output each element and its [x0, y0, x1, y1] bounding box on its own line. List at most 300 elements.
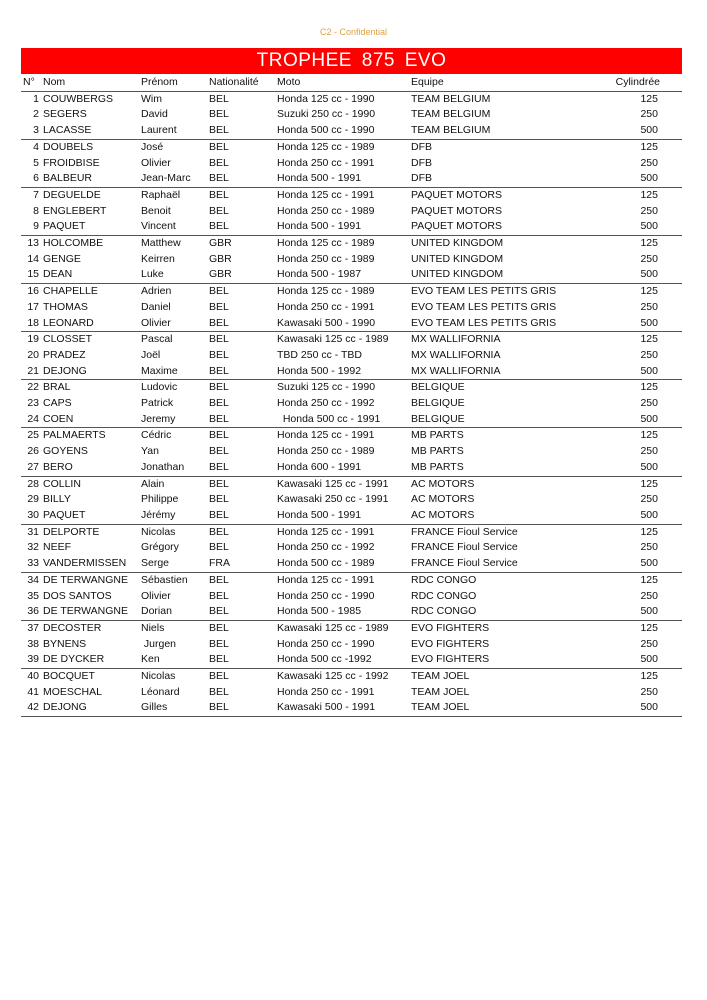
- cell-nom: PRADEZ: [43, 348, 86, 361]
- cell-equipe: BELGIQUE: [411, 381, 465, 394]
- cell-equipe: AC MOTORS: [411, 477, 475, 490]
- cell-prenom: Jean-Marc: [141, 171, 209, 187]
- table-row: [21, 669, 682, 685]
- cell-num: 13: [27, 237, 39, 250]
- cell-num: 29: [27, 493, 39, 506]
- cell-equipe: MB PARTS: [411, 445, 464, 458]
- table-row: [21, 123, 682, 139]
- cell-prenom: Alain: [141, 477, 165, 490]
- cell-num: 8: [33, 204, 39, 217]
- cell-num: 3: [21, 123, 43, 139]
- cell-cylindree: 125: [640, 573, 658, 586]
- cell-num: 14: [27, 252, 39, 265]
- cell-moto: Honda 125 cc - 1989: [277, 140, 375, 153]
- cell-nationalite: BEL: [209, 685, 229, 698]
- cell-nom: DECOSTER: [43, 621, 102, 634]
- cell-nationalite: BEL: [209, 140, 229, 153]
- cell-nom: BOCQUET: [43, 670, 95, 683]
- cell-moto: Honda 125 cc - 1990: [277, 92, 375, 105]
- cell-moto: Honda 250 cc - 1992: [277, 541, 375, 554]
- table-row: [21, 187, 682, 203]
- table-row: [21, 396, 682, 412]
- cell-prenom: Nicolas: [141, 525, 176, 538]
- cell-nationalite: BEL: [209, 460, 277, 476]
- confidential-label: C2 - Confidential: [319, 27, 388, 37]
- cell-cylindree: 125: [640, 525, 658, 538]
- cell-moto: Kawasaki 500 - 1991: [277, 700, 411, 716]
- cell-moto: Kawasaki 125 cc - 1989: [277, 621, 389, 634]
- table-row: [21, 236, 682, 252]
- cell-num: 42: [21, 700, 43, 716]
- cell-moto: Suzuki 125 cc - 1990: [277, 381, 376, 394]
- cell-num: 40: [27, 670, 39, 683]
- cell-prenom: Joël: [141, 348, 161, 361]
- cell-num: 21: [21, 364, 43, 380]
- cell-prenom: Luke: [141, 267, 209, 283]
- cell-cylindree: 500: [601, 412, 682, 428]
- cell-nationalite: BEL: [209, 525, 229, 538]
- header-cylindree: Cylindrée: [601, 75, 682, 91]
- table-row: [21, 204, 682, 220]
- cell-num: 32: [27, 541, 39, 554]
- cell-cylindree: 125: [640, 333, 658, 346]
- cell-equipe: TEAM JOEL: [411, 670, 470, 683]
- cell-equipe: MX WALLIFORNIA: [411, 348, 501, 361]
- cell-num: 38: [27, 637, 39, 650]
- cell-nationalite: BEL: [209, 700, 277, 716]
- cell-nom: NEEF: [43, 541, 72, 554]
- cell-prenom: Olivier: [141, 589, 171, 602]
- cell-nationalite: BEL: [209, 333, 229, 346]
- cell-cylindree: 500: [601, 364, 682, 380]
- header-equipe: Equipe: [411, 75, 601, 91]
- cell-nationalite: BEL: [209, 637, 229, 650]
- cell-nationalite: BEL: [209, 316, 277, 332]
- cell-num: 15: [21, 267, 43, 283]
- cell-prenom: Jonathan: [141, 460, 209, 476]
- cell-cylindree: 125: [640, 237, 658, 250]
- cell-nom: GENGE: [43, 252, 81, 265]
- table-row: [21, 284, 682, 300]
- cell-nom: LEONARD: [43, 316, 141, 332]
- table-row: [21, 156, 682, 172]
- cell-nom: CHAPELLE: [43, 285, 98, 298]
- cell-nationalite: BEL: [209, 589, 229, 602]
- cell-nationalite: BEL: [209, 493, 229, 506]
- cell-cylindree: 125: [640, 621, 658, 634]
- cell-moto: Honda 250 cc - 1989: [277, 445, 375, 458]
- cell-cylindree: 250: [640, 685, 658, 698]
- cell-equipe: EVO TEAM LES PETITS GRIS: [411, 285, 557, 298]
- cell-nationalite: BEL: [209, 652, 277, 668]
- cell-nom: HOLCOMBE: [43, 237, 104, 250]
- cell-nationalite: GBR: [209, 267, 277, 283]
- header-moto: Moto: [277, 75, 411, 91]
- cell-cylindree: 500: [601, 556, 682, 572]
- header-num: N°: [21, 75, 43, 91]
- cell-nom: VANDERMISSEN: [43, 556, 141, 572]
- cell-num: 34: [27, 573, 39, 586]
- cell-equipe: DFB: [411, 171, 601, 187]
- cell-nom: BERO: [43, 460, 141, 476]
- cell-nom: COLLIN: [43, 477, 81, 490]
- cell-num: 5: [33, 156, 39, 169]
- cell-moto: Honda 250 cc - 1990: [277, 589, 375, 602]
- cell-cylindree: 500: [601, 219, 682, 235]
- table-row: [21, 348, 682, 364]
- cell-num: 27: [21, 460, 43, 476]
- cell-prenom: Nicolas: [141, 670, 176, 683]
- cell-moto: Honda 500 - 1991: [277, 219, 411, 235]
- cell-equipe: PAQUET MOTORS: [411, 219, 601, 235]
- cell-moto: Kawasaki 125 cc - 1991: [277, 477, 389, 490]
- cell-cylindree: 125: [640, 429, 658, 442]
- cell-nom: DE DYCKER: [43, 652, 141, 668]
- cell-num: 22: [27, 381, 39, 394]
- cell-nationalite: BEL: [209, 381, 229, 394]
- cell-cylindree: 125: [640, 140, 658, 153]
- cell-nom: DELPORTE: [43, 525, 100, 538]
- cell-moto: Honda 125 cc - 1991: [277, 525, 375, 538]
- cell-cylindree: 500: [601, 700, 682, 716]
- cell-nom: COEN: [43, 412, 141, 428]
- table-row: [21, 91, 682, 107]
- cell-nationalite: BEL: [209, 429, 229, 442]
- cell-num: 23: [27, 397, 39, 410]
- table-row: [21, 332, 682, 348]
- cell-equipe: TEAM BELGIUM: [411, 123, 601, 139]
- cell-prenom: Gilles: [141, 700, 209, 716]
- cell-nationalite: BEL: [209, 604, 277, 620]
- cell-equipe: EVO FIGHTERS: [411, 637, 490, 650]
- cell-nationalite: FRA: [209, 556, 277, 572]
- header-prenom: Prénom: [141, 75, 209, 91]
- cell-cylindree: 500: [601, 267, 682, 283]
- cell-nationalite: BEL: [209, 348, 229, 361]
- cell-equipe: PAQUET MOTORS: [411, 204, 503, 217]
- cell-equipe: DFB: [411, 156, 432, 169]
- cell-nationalite: BEL: [209, 508, 277, 524]
- cell-prenom: Olivier: [141, 156, 171, 169]
- cell-num: 7: [33, 188, 39, 201]
- cell-nom: BRAL: [43, 381, 71, 394]
- cell-equipe: EVO FIGHTERS: [411, 652, 601, 668]
- cell-moto: TBD 250 cc - TBD: [277, 348, 362, 361]
- table-row: [21, 252, 682, 268]
- cell-moto: Honda 250 cc - 1989: [277, 204, 375, 217]
- cell-nationalite: BEL: [209, 670, 229, 683]
- cell-num: 35: [27, 589, 39, 602]
- cell-num: 24: [21, 412, 43, 428]
- cell-nom: PAQUET: [43, 219, 141, 235]
- cell-num: 9: [21, 219, 43, 235]
- cell-num: 33: [21, 556, 43, 572]
- table-row: [21, 364, 682, 380]
- cell-cylindree: 500: [601, 316, 682, 332]
- cell-equipe: UNITED KINGDOM: [411, 252, 504, 265]
- cell-equipe: RDC CONGO: [411, 573, 477, 586]
- cell-num: 18: [21, 316, 43, 332]
- cell-num: 20: [27, 348, 39, 361]
- table-row: [21, 508, 682, 524]
- cell-equipe: BELGIQUE: [411, 397, 465, 410]
- cell-equipe: TEAM BELGIUM: [411, 108, 491, 121]
- cell-nom: DOUBELS: [43, 140, 94, 153]
- cell-equipe: UNITED KINGDOM: [411, 267, 601, 283]
- table-row: [21, 300, 682, 316]
- cell-cylindree: 500: [601, 460, 682, 476]
- cell-prenom: Léonard: [141, 685, 180, 698]
- cell-nationalite: BEL: [209, 412, 277, 428]
- cell-cylindree: 125: [640, 188, 658, 201]
- cell-moto: Honda 500 cc -1992: [277, 652, 411, 668]
- table-row: [21, 604, 682, 620]
- cell-equipe: PAQUET MOTORS: [411, 188, 503, 201]
- cell-moto: Honda 125 cc - 1989: [277, 285, 375, 298]
- cell-equipe: MX WALLIFORNIA: [411, 364, 601, 380]
- cell-num: 39: [21, 652, 43, 668]
- cell-nationalite: BEL: [209, 123, 277, 139]
- table-row: [21, 171, 682, 187]
- table-row: [21, 620, 682, 636]
- cell-num: 37: [27, 621, 39, 634]
- cell-nom: DOS SANTOS: [43, 589, 112, 602]
- cell-nom: PALMAERTS: [43, 429, 106, 442]
- cell-nom: PAQUET: [43, 508, 141, 524]
- cell-prenom: Jérémy: [141, 508, 209, 524]
- cell-prenom: Raphaël: [141, 188, 181, 201]
- cell-nom: BILLY: [43, 493, 71, 506]
- cell-nationalite: BEL: [209, 156, 229, 169]
- table-row: [21, 589, 682, 605]
- cell-prenom: Dorian: [141, 604, 209, 620]
- cell-prenom: Serge: [141, 556, 209, 572]
- cell-num: 26: [27, 445, 39, 458]
- cell-nom: SEGERS: [43, 108, 87, 121]
- cell-moto: Honda 125 cc - 1991: [277, 188, 375, 201]
- cell-nationalite: BEL: [209, 364, 277, 380]
- cell-nationalite: BEL: [209, 92, 229, 105]
- cell-nationalite: BEL: [209, 285, 229, 298]
- cell-prenom: Grégory: [141, 541, 179, 554]
- cell-equipe: EVO FIGHTERS: [411, 621, 490, 634]
- cell-num: 36: [21, 604, 43, 620]
- cell-num: 4: [33, 140, 39, 153]
- cell-num: 16: [27, 285, 39, 298]
- cell-nom: DE TERWANGNE: [43, 573, 128, 586]
- cell-equipe: BELGIQUE: [411, 412, 601, 428]
- cell-moto: Honda 250 cc - 1990: [277, 637, 375, 650]
- cell-nom: FROIDBISE: [43, 156, 100, 169]
- cell-nom: MOESCHAL: [43, 685, 102, 698]
- table-row: [21, 652, 682, 668]
- cell-cylindree: 500: [601, 508, 682, 524]
- cell-moto: Honda 250 cc - 1991: [277, 685, 375, 698]
- table-row: [21, 476, 682, 492]
- cell-nationalite: BEL: [209, 477, 229, 490]
- cell-moto: Honda 250 cc - 1992: [277, 397, 375, 410]
- cell-nationalite: BEL: [209, 397, 229, 410]
- cell-nom: DEAN: [43, 267, 141, 283]
- cell-cylindree: 250: [640, 300, 658, 313]
- cell-moto: Honda 500 - 1985: [277, 604, 411, 620]
- table-row: [21, 380, 682, 396]
- cell-nom: DEJONG: [43, 364, 141, 380]
- cell-nationalite: BEL: [209, 171, 277, 187]
- table-row: [21, 444, 682, 460]
- cell-equipe: TEAM BELGIUM: [411, 92, 491, 105]
- cell-nom: GOYENS: [43, 445, 88, 458]
- cell-moto: Kawasaki 125 cc - 1992: [277, 670, 389, 683]
- cell-prenom: Philippe: [141, 493, 179, 506]
- cell-num: 17: [27, 300, 39, 313]
- cell-cylindree: 500: [601, 652, 682, 668]
- cell-equipe: TEAM JOEL: [411, 685, 470, 698]
- cell-moto: Honda 500 - 1991: [277, 171, 411, 187]
- cell-moto: Honda 500 cc - 1989: [277, 556, 411, 572]
- cell-prenom: Yan: [141, 445, 159, 458]
- table-row: [21, 460, 682, 476]
- cell-prenom: Keirren: [141, 252, 175, 265]
- cell-prenom: Ken: [141, 652, 209, 668]
- cell-nom: DEJONG: [43, 700, 141, 716]
- cell-nationalite: GBR: [209, 237, 232, 250]
- cell-cylindree: 250: [640, 493, 658, 506]
- cell-equipe: FRANCE Fioul Service: [411, 525, 518, 538]
- cell-prenom: Maxime: [141, 364, 209, 380]
- cell-moto: Kawasaki 250 cc - 1991: [277, 493, 389, 506]
- cell-nationalite: BEL: [209, 621, 229, 634]
- cell-cylindree: 250: [640, 348, 658, 361]
- cell-cylindree: 250: [640, 108, 658, 121]
- cell-nationalite: BEL: [209, 108, 229, 121]
- cell-equipe: MX WALLIFORNIA: [411, 333, 501, 346]
- table-row: [21, 316, 682, 332]
- cell-prenom: José: [141, 140, 164, 153]
- cell-nom: BALBEUR: [43, 171, 141, 187]
- cell-nationalite: BEL: [209, 300, 229, 313]
- cell-cylindree: 250: [640, 541, 658, 554]
- cell-prenom: Laurent: [141, 123, 209, 139]
- table-row: [21, 428, 682, 444]
- cell-cylindree: 250: [640, 589, 658, 602]
- cell-cylindree: 125: [640, 670, 658, 683]
- cell-prenom: Matthew: [141, 237, 181, 250]
- cell-equipe: FRANCE Fioul Service: [411, 541, 518, 554]
- cell-prenom: Cédric: [141, 429, 172, 442]
- table-row: [21, 556, 682, 572]
- cell-equipe: UNITED KINGDOM: [411, 237, 504, 250]
- cell-cylindree: 250: [640, 156, 658, 169]
- cell-cylindree: 250: [640, 204, 658, 217]
- page-title: TROPHEE 875 EVO: [21, 48, 682, 74]
- cell-moto: Honda 500 - 1991: [277, 508, 411, 524]
- cell-equipe: RDC CONGO: [411, 589, 477, 602]
- cell-cylindree: 125: [640, 381, 658, 394]
- cell-equipe: AC MOTORS: [411, 493, 475, 506]
- cell-nationalite: BEL: [209, 188, 229, 201]
- table-row: [21, 685, 682, 701]
- cell-cylindree: 500: [601, 171, 682, 187]
- cell-nom: COUWBERGS: [43, 92, 114, 105]
- cell-moto: Honda 250 cc - 1991: [277, 300, 375, 313]
- table-row: [21, 637, 682, 653]
- cell-prenom: David: [141, 108, 168, 121]
- cell-nom: LACASSE: [43, 123, 141, 139]
- cell-prenom: Wim: [141, 92, 162, 105]
- table-header-row: [21, 75, 682, 91]
- cell-moto: Honda 125 cc - 1991: [277, 429, 375, 442]
- table-row: [21, 572, 682, 588]
- cell-moto: Honda 125 cc - 1989: [277, 237, 375, 250]
- cell-num: 2: [33, 108, 39, 121]
- cell-nationalite: BEL: [209, 219, 277, 235]
- cell-moto: Honda 500 cc - 1991: [277, 412, 411, 428]
- cell-prenom: Olivier: [141, 316, 209, 332]
- table-row: [21, 700, 682, 716]
- cell-moto: Honda 250 cc - 1989: [277, 252, 375, 265]
- cell-cylindree: 250: [640, 397, 658, 410]
- cell-nom: DE TERWANGNE: [43, 604, 141, 620]
- cell-num: 31: [27, 525, 39, 538]
- cell-prenom: Adrien: [141, 285, 172, 298]
- cell-equipe: FRANCE Fioul Service: [411, 556, 601, 572]
- cell-num: 41: [27, 685, 39, 698]
- cell-prenom: Benoit: [141, 204, 171, 217]
- table-row: [21, 524, 682, 540]
- cell-equipe: MB PARTS: [411, 460, 601, 476]
- cell-nom: THOMAS: [43, 300, 88, 313]
- table-row: [21, 219, 682, 235]
- cell-moto: Kawasaki 500 - 1990: [277, 316, 411, 332]
- cell-prenom: Niels: [141, 621, 165, 634]
- cell-moto: Honda 500 - 1987: [277, 267, 411, 283]
- cell-equipe: MB PARTS: [411, 429, 464, 442]
- cell-moto: Honda 500 cc - 1990: [277, 123, 411, 139]
- header-nationalite: Nationalité: [209, 75, 277, 91]
- cell-cylindree: 125: [640, 477, 658, 490]
- cell-moto: Honda 125 cc - 1991: [277, 573, 375, 586]
- cell-prenom: Sébastien: [141, 573, 188, 586]
- table-row: [21, 267, 682, 283]
- cell-nom: DEGUELDE: [43, 188, 101, 201]
- cell-equipe: DFB: [411, 140, 432, 153]
- cell-prenom: Daniel: [141, 300, 171, 313]
- cell-num: 6: [21, 171, 43, 187]
- cell-cylindree: 250: [640, 637, 658, 650]
- header-nom: Nom: [43, 75, 141, 91]
- cell-prenom: Patrick: [141, 397, 174, 410]
- cell-nom: CAPS: [43, 397, 72, 410]
- cell-num: 30: [21, 508, 43, 524]
- cell-nationalite: BEL: [209, 573, 229, 586]
- cell-nationalite: BEL: [209, 445, 229, 458]
- cell-moto: Honda 250 cc - 1991: [277, 156, 375, 169]
- cell-moto: Kawasaki 125 cc - 1989: [277, 333, 389, 346]
- cell-nationalite: BEL: [209, 541, 229, 554]
- cell-moto: Honda 500 - 1992: [277, 364, 411, 380]
- cell-moto: Suzuki 250 cc - 1990: [277, 108, 376, 121]
- cell-nationalite: GBR: [209, 252, 232, 265]
- cell-cylindree: 125: [640, 285, 658, 298]
- riders-table: [21, 75, 682, 717]
- cell-prenom: Pascal: [141, 333, 173, 346]
- cell-cylindree: 500: [601, 123, 682, 139]
- table-row: [21, 139, 682, 155]
- cell-equipe: RDC CONGO: [411, 604, 601, 620]
- cell-num: 28: [27, 477, 39, 490]
- cell-nationalite: BEL: [209, 204, 229, 217]
